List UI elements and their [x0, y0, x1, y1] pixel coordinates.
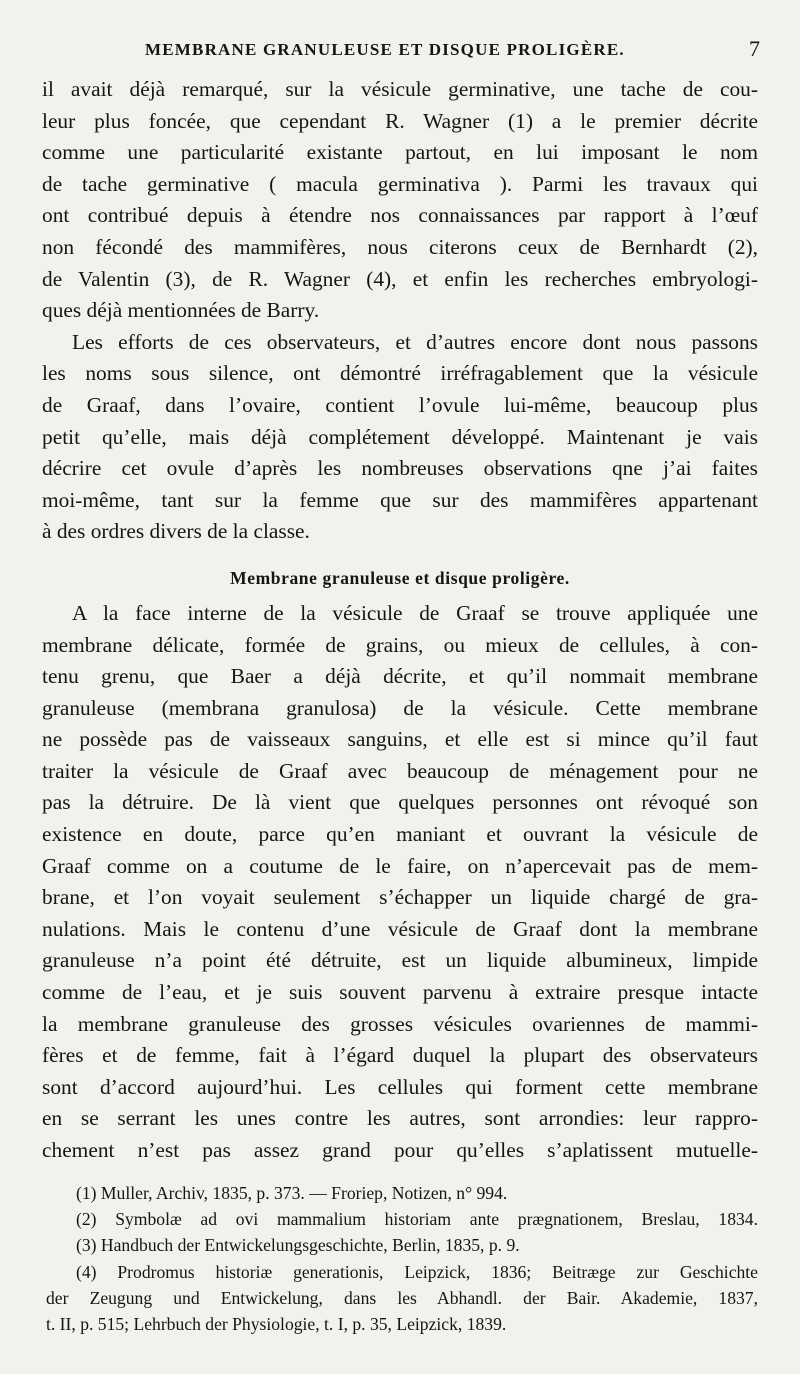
text-line: leur plus foncée, que cependant R. Wagner (1) a le premier décrite	[42, 108, 758, 133]
text-line: décrire cet ovule d’après les nombreuses observations qne j’ai faites	[42, 456, 758, 481]
footnote: (4) Prodromus historiæ generationis, Leipzick, 1836; Beitræge zur Geschichte	[76, 1261, 758, 1282]
text-line: A la face interne de la vésicule de Graaf se trouve appliquée une	[72, 600, 758, 625]
text-line: sont d’accord aujourd’hui. Les cellules qui forment cette membrane	[42, 1074, 758, 1099]
section-heading: Membrane granuleuse et disque proligère.	[230, 567, 570, 588]
text-line: ques déjà mentionnées de Barry.	[42, 298, 320, 323]
footnote: (2) Symbolæ ad ovi mammalium historiam ante prægnationem, Breslau, 1834.	[76, 1209, 758, 1230]
text-line: non fécondé des mammifères, nous citerons ceux de Bernhardt (2),	[42, 234, 758, 259]
text-line: comme de l’eau, et je suis souvent parvenu à extraire presque intacte	[42, 980, 758, 1005]
paragraph-2	[42, 327, 758, 548]
text-line: ont contribué depuis à étendre nos connaissances par rapport à l’œuf	[42, 203, 758, 228]
paragraph-1	[42, 74, 758, 327]
text-line: comme une particularité existante partout, en lui imposant le nom	[42, 140, 758, 165]
page-number: 7	[749, 36, 760, 61]
text-line: existence en doute, parce qu’en maniant et ouvrant la vésicule de	[42, 822, 758, 847]
text-line: traiter la vésicule de Graaf avec beaucoup de ménagement pour ne	[42, 758, 758, 783]
paragraph-3	[42, 598, 758, 1167]
text-line: brane, et l’on voyait seulement s’échapper un liquide chargé de gra-	[42, 885, 758, 910]
text-line: de Graaf, dans l’ovaire, contient l’ovule lui-même, beaucoup plus	[42, 392, 758, 417]
spacer	[42, 548, 758, 558]
text-line: pas la détruire. De là vient que quelques personnes ont révoqué son	[42, 790, 758, 815]
body-text	[42, 74, 758, 1167]
text-line: fères et de femme, fait à l’égard duquel la plupart des observateurs	[42, 1043, 758, 1068]
text-line: la membrane granuleuse des grosses vésicules ovariennes de mammi-	[42, 1011, 758, 1036]
text-line: de tache germinative ( macula germinativa ). Parmi les travaux qui	[42, 171, 758, 196]
text-line: Les efforts de ces observateurs, et d’autres encore dont nous passons	[72, 329, 758, 354]
text-line: il avait déjà remarqué, sur la vésicule germinative, une tache de cou-	[42, 77, 758, 101]
text-line: petit qu’elle, mais déjà complétement développé. Maintenant je vais	[42, 424, 758, 449]
text-line: nulations. Mais le contenu d’une vésicule de Graaf dont la membrane	[42, 916, 758, 941]
text-line: ne possède pas de vaisseaux sanguins, et elle est si mince qu’il faut	[42, 727, 758, 752]
text-line: Graaf comme on a coutume de le faire, on n’apercevait pas de mem-	[42, 853, 758, 878]
text-line: tenu grenu, que Baer a déjà décrite, et qu’il nommait membrane	[42, 664, 758, 689]
text-line: les noms sous silence, ont démontré irréfragablement que la vésicule	[42, 361, 758, 386]
footnote-continuation: t. II, p. 515; Lehrbuch der Physiologie, t. I, p. 35, Leipzick, 1839.	[46, 1313, 507, 1334]
page-header	[40, 36, 762, 70]
footnote: (1) Muller, Archiv, 1835, p. 373. — Froriep, Notizen, n° 994.	[76, 1183, 508, 1203]
text-line: granuleuse (membrana granulosa) de la vésicule. Cette membrane	[42, 695, 758, 720]
text-line: en se serrant les unes contre les autres, sont arrondies: leur rappro-	[42, 1106, 758, 1131]
text-line: granuleuse n’a point été détruite, est un liquide albumineux, limpide	[42, 948, 758, 973]
text-line: de Valentin (3), de R. Wagner (4), et enfin les recherches embryologi-	[42, 266, 758, 291]
text-line: membrane délicate, formée de grains, ou mieux de cellules, à con-	[42, 632, 758, 657]
running-title: MEMBRANE GRANULEUSE ET DISQUE PROLIGÈRE.	[145, 40, 625, 59]
text-line: chement n’est pas assez grand pour qu’elles s’aplatissent mutuelle-	[42, 1138, 758, 1162]
footnote-continuation: der Zeugung und Entwickelung, dans les Abhandl. der Bair. Akademie, 1837,	[46, 1287, 758, 1308]
footnote: (3) Handbuch der Entwickelungsgeschichte, Berlin, 1835, p. 9.	[76, 1235, 520, 1256]
text-line: moi-même, tant sur la femme que sur des mammifères appartenant	[42, 487, 758, 512]
text-line: à des ordres divers de la classe.	[42, 519, 310, 544]
footnotes	[46, 1180, 758, 1337]
